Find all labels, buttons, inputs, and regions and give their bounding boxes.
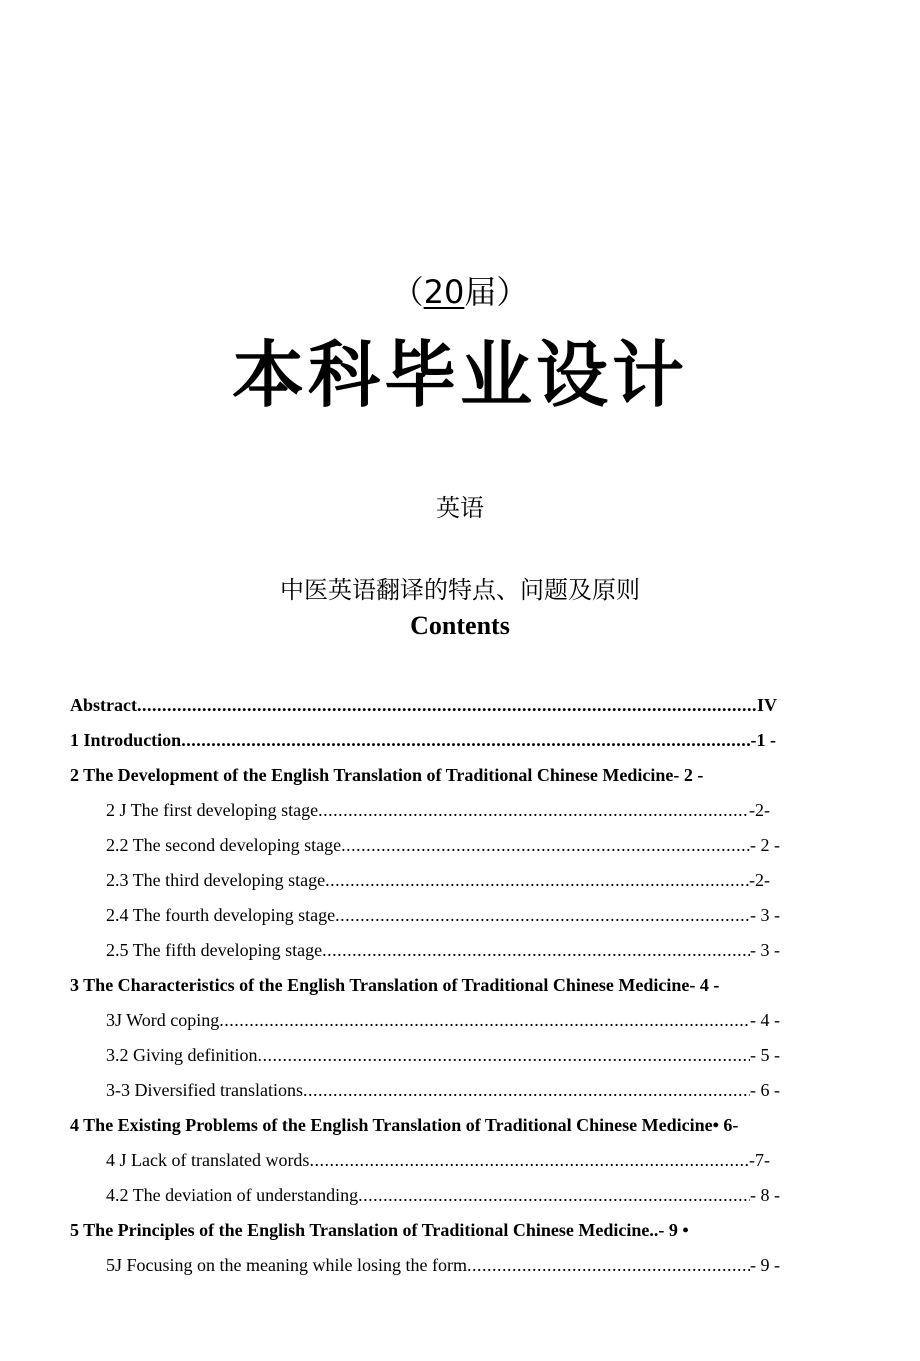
toc-entry-label: 1 Introduction [70, 730, 182, 750]
toc-entry-label: 5 The Principles of the English Translation of Traditional Chinese Medicine.. [70, 1220, 659, 1240]
toc-entry-chapter-4[interactable] [70, 1108, 738, 1143]
toc-entry-2-3[interactable] [106, 863, 770, 898]
toc-entry-page: - 5 - [750, 1045, 780, 1065]
year-number: 20 [423, 273, 465, 311]
toc-entry-page: -2- [749, 870, 770, 890]
toc-leader-dots [358, 1185, 750, 1206]
toc-leader-dots [137, 695, 757, 716]
graduation-year [0, 272, 920, 312]
toc-entry-label: 3 The Characteristics of the English Translation of Traditional Chinese Medicine [70, 975, 690, 995]
toc-entry-page: • 6- [712, 1115, 739, 1135]
toc-entry-chapter-5[interactable] [70, 1213, 689, 1248]
toc-entry-5-1[interactable] [106, 1248, 780, 1283]
toc-entry-page: - 8 - [750, 1185, 780, 1205]
toc-entry-2-2[interactable] [106, 828, 780, 863]
toc-entry-3-1[interactable] [106, 1003, 780, 1038]
toc-entry-label: 4.2 The deviation of understanding [106, 1185, 359, 1205]
toc-entry-label: 3J Word coping [106, 1010, 220, 1030]
toc-leader-dots [322, 940, 750, 961]
toc-entry-page: -7- [749, 1150, 770, 1170]
toc-leader-dots [303, 1080, 750, 1101]
toc-entry-label: 2 J The first developing stage [106, 800, 319, 820]
toc-entry-page: -2- [749, 800, 770, 820]
toc-entry-page: - 9 • [658, 1220, 689, 1240]
toc-entry-chapter-2[interactable] [70, 758, 703, 793]
toc-entry-page: - 4 - [689, 975, 720, 995]
toc-entry-4-2[interactable] [106, 1178, 780, 1213]
year-suffix: 届） [464, 273, 529, 311]
toc-entry-page: - 3 - [750, 905, 780, 925]
major-name: 英语 [436, 494, 484, 522]
toc-leader-dots [335, 905, 750, 926]
toc-entry-label: 3-3 Diversified translations [106, 1080, 303, 1100]
toc-entry-page: - 4 - [750, 1010, 780, 1030]
toc-entry-page: - 9 - [750, 1255, 780, 1275]
toc-entry-label: Abstract [70, 695, 137, 715]
toc-entry-label: 5J Focusing on the meaning while losing the form [106, 1255, 467, 1275]
toc-entry-page: - 3 - [750, 940, 780, 960]
cover-title: 本科毕业设计 [231, 332, 688, 417]
toc-entry-label: 4 The Existing Problems of the English Translation of Traditional Chinese Medicine [70, 1115, 713, 1135]
toc-entry-page: - 2 - [750, 835, 780, 855]
toc-entry-2-4[interactable] [106, 898, 780, 933]
toc-entry-2-1[interactable] [106, 793, 770, 828]
toc-entry-2-5[interactable] [106, 933, 780, 968]
toc-entry-label: 2 The Development of the English Translation of Traditional Chinese Medicine [70, 765, 674, 785]
thesis-title: 中医英语翻译的特点、问题及原则 [280, 576, 640, 604]
year-open-paren: （ [391, 273, 424, 311]
toc-leader-dots [318, 800, 749, 821]
toc-leader-dots [219, 1010, 750, 1031]
toc-leader-dots [325, 870, 749, 891]
toc-entry-introduction[interactable] [70, 723, 776, 758]
toc-entry-3-2[interactable] [106, 1038, 780, 1073]
toc-leader-dots [341, 835, 750, 856]
toc-entry-page: - 6 - [750, 1080, 780, 1100]
toc-entry-4-1[interactable] [106, 1143, 770, 1178]
toc-entry-page: -1 - [750, 730, 776, 750]
contents-heading: Contents [410, 611, 510, 640]
toc-leader-dots [309, 1150, 749, 1171]
toc-entry-label: 3.2 Giving definition [106, 1045, 258, 1065]
toc-entry-label: 4 J Lack of translated words [106, 1150, 310, 1170]
toc-leader-dots [258, 1045, 751, 1066]
toc-entry-3-3[interactable] [106, 1073, 780, 1108]
toc-entry-label: 2.4 The fourth developing stage [106, 905, 336, 925]
toc-entry-label: 2.5 The fifth developing stage [106, 940, 323, 960]
toc-entry-abstract[interactable] [70, 688, 777, 723]
toc-entry-page: - 2 - [673, 765, 704, 785]
toc-leader-dots [181, 730, 750, 751]
toc-entry-chapter-3[interactable] [70, 968, 719, 1003]
toc-leader-dots [467, 1255, 750, 1276]
toc-entry-label: 2.2 The second developing stage [106, 835, 342, 855]
toc-entry-page: IV [756, 695, 777, 715]
toc-entry-label: 2.3 The third developing stage [106, 870, 326, 890]
